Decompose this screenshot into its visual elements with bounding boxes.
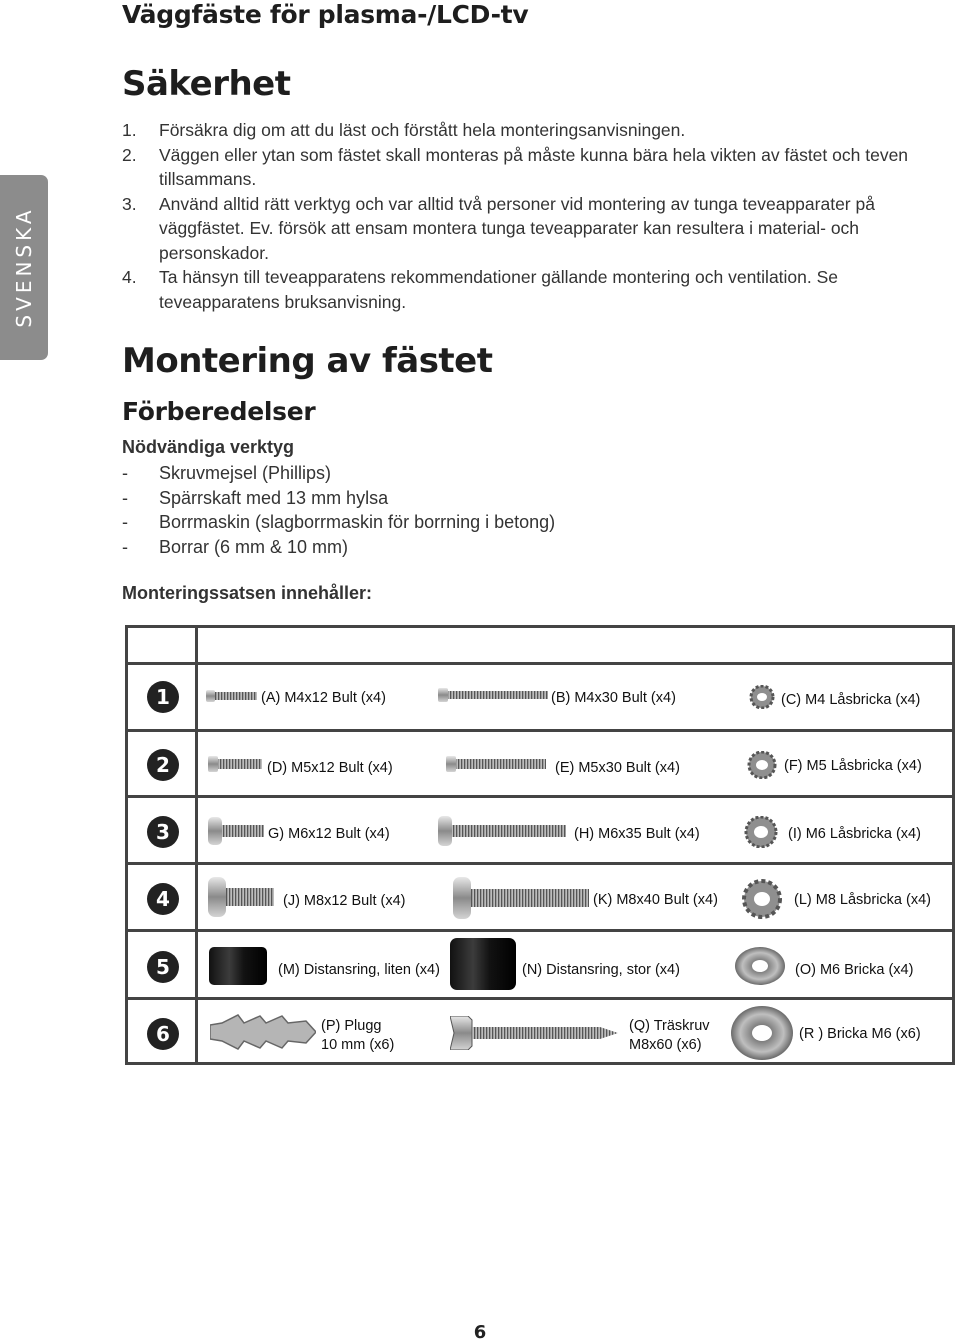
part-label: (M) Distansring, liten (x4) [278,962,440,978]
row-divider [128,795,952,798]
part-label: (D) M5x12 Bult (x4) [267,760,393,776]
bolt-short-icon [208,877,274,917]
lock-washer-icon [736,879,788,919]
part-label: (F) M5 Låsbricka (x4) [784,758,922,774]
part-label: (L) M8 Låsbricka (x4) [794,892,931,908]
part-label: (B) M4x30 Bult (x4) [551,690,676,706]
row-divider [128,729,952,732]
lock-washer-icon [748,685,776,709]
bolt-long-icon [446,755,546,773]
part-label: (A) M4x12 Bult (x4) [261,690,386,706]
safety-item: 4. Ta hänsyn till teveapparatens rekommendationer gällande montering och ventilation. Se teveapparatens bruksanvisning. [122,267,839,312]
bolt-short-icon [208,817,264,845]
language-tab-label: SVENSKA [12,206,36,328]
row-divider [128,929,952,932]
safety-heading: Säkerhet [122,64,291,104]
safety-item: 2. Väggen eller ytan som fästet skall monteras på måste kunna bära hela vikten av fästet och teven tillsammans. [122,144,909,189]
page-number: 6 [473,1322,487,1343]
part-label: (J) M8x12 Bult (x4) [283,893,406,909]
wood-screw-icon [450,1016,618,1050]
tools-list [122,461,555,559]
safety-item: 3. Använd alltid rätt verktyg och var alltid två personer vid montering av tunga teveapparater på väggfästet. Ev. försök att ensam montera tunga teveapparater kan resultera i material- och personskador. [122,193,875,263]
part-label: (C) M4 Låsbricka (x4) [781,692,921,708]
preparations-heading: Förberedelser [122,397,316,426]
tool-item: - Borrmaskin (slagborrmaskin för borrning i betong) [122,512,556,532]
parts-table [125,625,955,1065]
language-tab [0,175,48,360]
wall-plug-icon [210,1013,316,1051]
kit-contents-heading: Monteringssatsen innehåller: [122,583,373,603]
row-number-badge: 5 [147,951,179,983]
bolt-long-icon [453,877,589,919]
part-label: (E) M5x30 Bult (x4) [555,760,680,776]
part-label: (O) M6 Bricka (x4) [795,962,914,978]
lock-washer-icon [740,816,782,848]
tool-item: - Skruvmejsel (Phillips) [122,463,332,483]
row-divider [128,662,952,665]
part-label: (I) M6 Låsbricka (x4) [788,826,921,842]
row-divider [128,862,952,865]
part-label: (R ) Bricka M6 (x6) [799,1026,921,1042]
washer-icon [730,1005,794,1061]
row-number-badge: 2 [147,749,179,781]
row-number-badge: 6 [147,1018,179,1050]
part-label: (N) Distansring, stor (x4) [522,962,680,978]
bolt-short-icon [206,689,258,703]
row-number-badge: 1 [147,681,179,713]
part-label: (K) M8x40 Bult (x4) [593,892,718,908]
row-number-badge: 3 [147,816,179,848]
row-number-badge: 4 [147,883,179,915]
row-divider [128,997,952,1000]
washer-icon [734,946,786,986]
mounting-heading: Montering av fästet [122,341,493,381]
part-label: (Q) Träskruv [629,1018,710,1034]
part-label: (H) M6x35 Bult (x4) [574,826,700,842]
part-label: G) M6x12 Bult (x4) [268,826,390,842]
part-label: 10 mm (x6) [321,1037,395,1053]
safety-list [122,118,952,314]
bolt-short-icon [208,755,262,773]
tools-heading: Nödvändiga verktyg [122,437,295,457]
part-label: (P) Plugg [321,1018,382,1034]
bolt-long-icon [438,687,548,703]
safety-item: 1. Försäkra dig om att du läst och förstått hela monteringsanvisningen. [122,120,686,140]
tool-item: - Spärrskaft med 13 mm hylsa [122,487,389,508]
spacer-small-icon [209,947,267,985]
lock-washer-icon [745,751,779,779]
part-label: M8x60 (x6) [629,1037,702,1053]
bolt-long-icon [438,816,566,846]
tool-item: - Borrar (6 mm & 10 mm) [122,536,349,557]
document-title: Väggfäste för plasma-/LCD-tv [122,0,529,29]
spacer-large-icon [450,938,516,990]
